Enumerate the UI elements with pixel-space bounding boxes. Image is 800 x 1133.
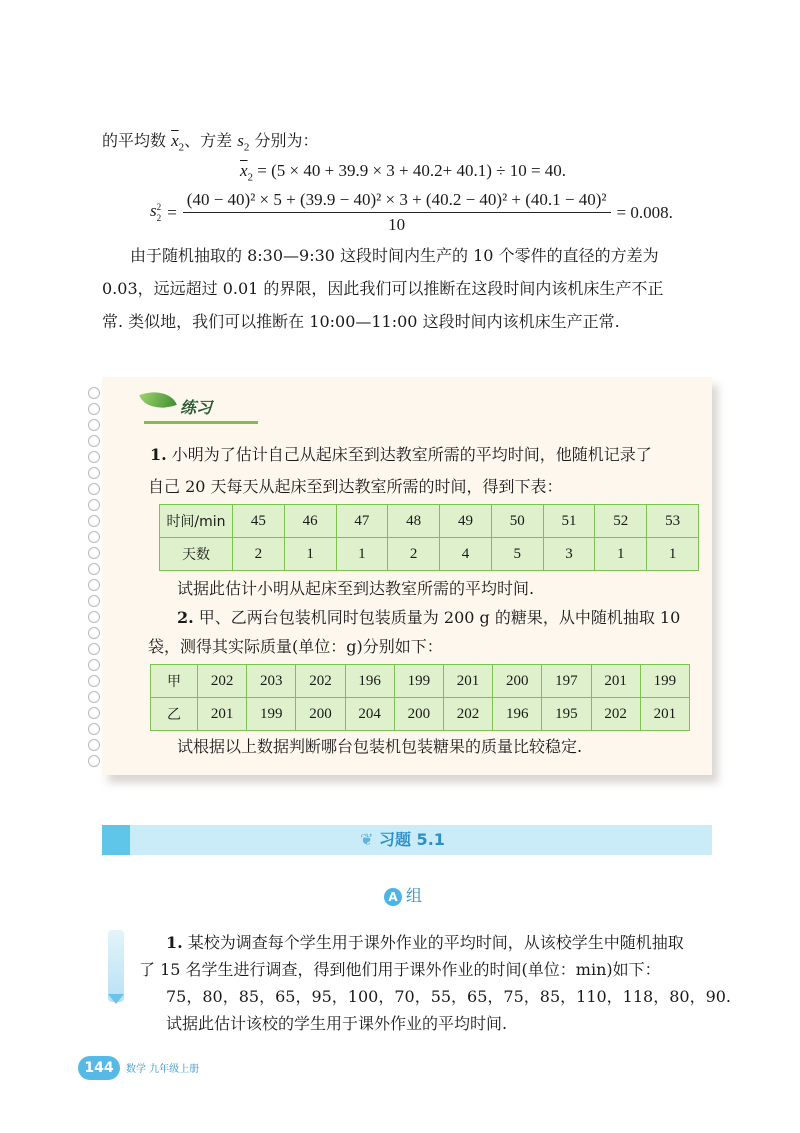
table-row: 甲 202 203 202 196 199 201 200 197 201 199 [151, 665, 690, 698]
practice-q1-line2: 自己 20 天每天从起床至到达教室所需的时间，得到下表： [148, 477, 563, 496]
variance-symbol: $s_2$ [237, 131, 250, 154]
exercise-corner [102, 825, 130, 855]
page-number: 144 [78, 1056, 120, 1080]
group-heading: A 组 [384, 884, 422, 908]
intro-text: 的平均数 [102, 131, 167, 150]
practice-q2-line1: 2. 甲、乙两台包装机同时包装质量为 200 g 的糖果，从中随机抽取 10 [177, 608, 681, 627]
mass-table [150, 664, 690, 731]
paragraph-line-2: 0.03，远远超过 0.01 的界限，因此我们可以推断在这段时间内该机床生产不正 [102, 279, 664, 298]
exercise-title: ❦ 习题 5.1 [360, 830, 445, 849]
practice-q2-line3: 试根据以上数据判断哪台包装机包装糖果的质量比较稳定. [177, 737, 583, 756]
variance-denominator: 10 [388, 215, 406, 234]
exercise-1-line3: 试据此估计该校的学生用于课外作业的平均时间. [166, 1014, 508, 1033]
practice-q1-line3: 试据此估计小明从起床至到达教室所需的平均时间. [177, 579, 535, 598]
book-icon: ❦ [360, 830, 374, 849]
intro-text-3: 分别为： [254, 131, 319, 150]
paragraph-line-1: 由于随机抽取的 8:30—9:30 这段时间内生产的 10 个零件的直径的方差为 [130, 246, 659, 265]
group-a-badge: A [384, 888, 402, 906]
mean-symbol: $\overline{x}_2$ [171, 131, 185, 154]
practice-q2-line2: 袋，测得其实际质量(单位：g)分别如下： [148, 637, 443, 656]
variance-numerator: (40 − 40)² × 5 + (39.9 − 40)² × 3 + (40.2 − 40)² + (40.1 − 40)² [183, 190, 611, 213]
table-row: 乙 201 199 200 204 200 202 196 195 202 201 [151, 698, 690, 731]
exercise-1-line1: 1. 某校为调查每个学生用于课外作业的平均时间，从该校学生中随机抽取 [166, 933, 684, 952]
variance-formula: s 2 2 = (40 − 40)² × 5 + (39.9 − 40)² × 3 + (40.2 − 40)² + (40.1 − 40)² 10 = 0.008. [150, 190, 673, 234]
time-table [159, 504, 699, 571]
exercise-1-data: 75，80，85，65，95，100，70，55，65，75，85，110，118，80，90. [166, 987, 732, 1006]
table-row: 时间/min 45 46 47 48 49 50 51 52 53 [160, 505, 699, 538]
exercise-header [102, 825, 712, 855]
paragraph-line-3: 常. 类似地，我们可以推断在 10:00—11:00 这段时间内该机床生产正常. [102, 312, 620, 331]
exercise-1-line2: 了 15 名学生进行调查，得到他们用于课外作业的时间(单位：min)如下： [139, 960, 661, 979]
practice-title: 练习 [144, 395, 258, 424]
mean-formula: $\overline{x}_2 = (5 \times 40 + 39.9 \times 3 + 40.2+ 40.1) \div 10 = 40$. [240, 161, 567, 184]
practice-q1-line1: 1. 小明为了估计自己从起床至到达教室所需的平均时间，他随机记录了 [150, 445, 652, 464]
intro-text-2: 、方差 [184, 131, 233, 150]
variance-fraction [183, 190, 611, 235]
practice-box [102, 377, 712, 775]
arrow-down-icon [108, 994, 124, 1004]
book-title: 数学 九年级上册 [126, 1064, 200, 1075]
intro-line [102, 128, 319, 156]
side-tab [108, 930, 124, 1002]
table-row: 天数 2 1 1 2 4 5 3 1 1 [160, 538, 699, 571]
